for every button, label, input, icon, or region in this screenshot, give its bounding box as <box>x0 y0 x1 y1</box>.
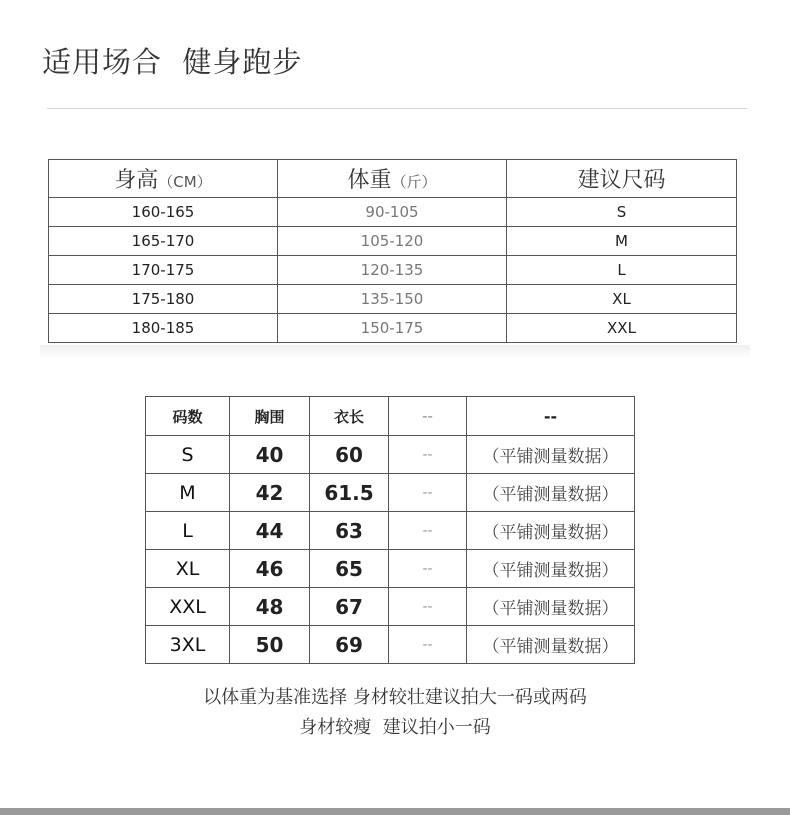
length-cell: 69 <box>310 626 389 664</box>
empty-cell: -- <box>389 626 467 664</box>
header-suggested-size-label: 建议尺码 <box>577 168 666 193</box>
weight-cell: 150-175 <box>278 314 507 343</box>
table-header-row <box>49 160 737 198</box>
title-divider <box>47 108 747 109</box>
empty-cell: -- <box>389 436 467 474</box>
height-cell: 175-180 <box>49 285 278 314</box>
height-cell: 180-185 <box>49 314 278 343</box>
size-cell: XXL <box>507 314 737 343</box>
length-cell: 63 <box>310 512 389 550</box>
weight-cell: 105-120 <box>278 227 507 256</box>
size-recommendation-table <box>48 159 737 343</box>
note-cell: （平铺测量数据） <box>467 436 635 474</box>
header-height-unit: （CM） <box>158 173 212 191</box>
length-cell: 67 <box>310 588 389 626</box>
measurement-table <box>145 396 635 664</box>
height-cell: 170-175 <box>49 256 278 285</box>
table-row <box>146 550 635 588</box>
chest-cell: 46 <box>230 550 310 588</box>
size-cell: S <box>507 198 737 227</box>
table-row <box>49 198 737 227</box>
header-weight-unit: （斤） <box>391 173 437 191</box>
table-row <box>49 227 737 256</box>
table-row <box>146 588 635 626</box>
table-row <box>146 436 635 474</box>
empty-cell: -- <box>389 512 467 550</box>
bottom-divider <box>0 808 790 815</box>
header-suggested-size <box>507 160 737 198</box>
header-weight-label: 体重 <box>347 168 392 193</box>
empty-cell: -- <box>389 474 467 512</box>
height-cell: 160-165 <box>49 198 278 227</box>
advice-line-1: 以体重为基准选择 身材较壮建议拍大一码或两码 <box>203 687 587 708</box>
page-title: 适用场合 健身跑步 <box>42 45 303 79</box>
weight-cell: 120-135 <box>278 256 507 285</box>
advice-line-2: 身材较瘦 建议拍小一码 <box>299 717 491 738</box>
note-cell: （平铺测量数据） <box>467 626 635 664</box>
table-row <box>146 626 635 664</box>
chest-cell: 50 <box>230 626 310 664</box>
table-row <box>49 256 737 285</box>
chest-cell: 40 <box>230 436 310 474</box>
header-weight <box>278 160 507 198</box>
weight-cell: 135-150 <box>278 285 507 314</box>
table-header-row <box>146 397 635 436</box>
height-cell: 165-170 <box>49 227 278 256</box>
size-cell: L <box>507 256 737 285</box>
size-cell: S <box>146 436 230 474</box>
empty-cell: -- <box>389 550 467 588</box>
header-empty-1: -- <box>389 397 467 436</box>
header-empty-2: -- <box>467 397 635 436</box>
empty-cell: -- <box>389 588 467 626</box>
table-row <box>49 314 737 343</box>
note-cell: （平铺测量数据） <box>467 588 635 626</box>
table-row <box>146 474 635 512</box>
size-cell: XL <box>507 285 737 314</box>
table-row <box>146 512 635 550</box>
size-cell: XL <box>146 550 230 588</box>
header-chest: 胸围 <box>230 397 310 436</box>
weight-cell: 90-105 <box>278 198 507 227</box>
note-cell: （平铺测量数据） <box>467 512 635 550</box>
table-row <box>49 285 737 314</box>
header-height <box>49 160 278 198</box>
chest-cell: 48 <box>230 588 310 626</box>
size-cell: L <box>146 512 230 550</box>
length-cell: 60 <box>310 436 389 474</box>
length-cell: 65 <box>310 550 389 588</box>
header-length: 衣长 <box>310 397 389 436</box>
size-cell: M <box>507 227 737 256</box>
chest-cell: 42 <box>230 474 310 512</box>
size-cell: 3XL <box>146 626 230 664</box>
size-cell: M <box>146 474 230 512</box>
chest-cell: 44 <box>230 512 310 550</box>
size-advice <box>0 683 790 743</box>
size-cell: XXL <box>146 588 230 626</box>
header-size: 码数 <box>146 397 230 436</box>
header-height-label: 身高 <box>114 168 159 193</box>
length-cell: 61.5 <box>310 474 389 512</box>
table-shadow <box>40 345 750 359</box>
note-cell: （平铺测量数据） <box>467 550 635 588</box>
note-cell: （平铺测量数据） <box>467 474 635 512</box>
